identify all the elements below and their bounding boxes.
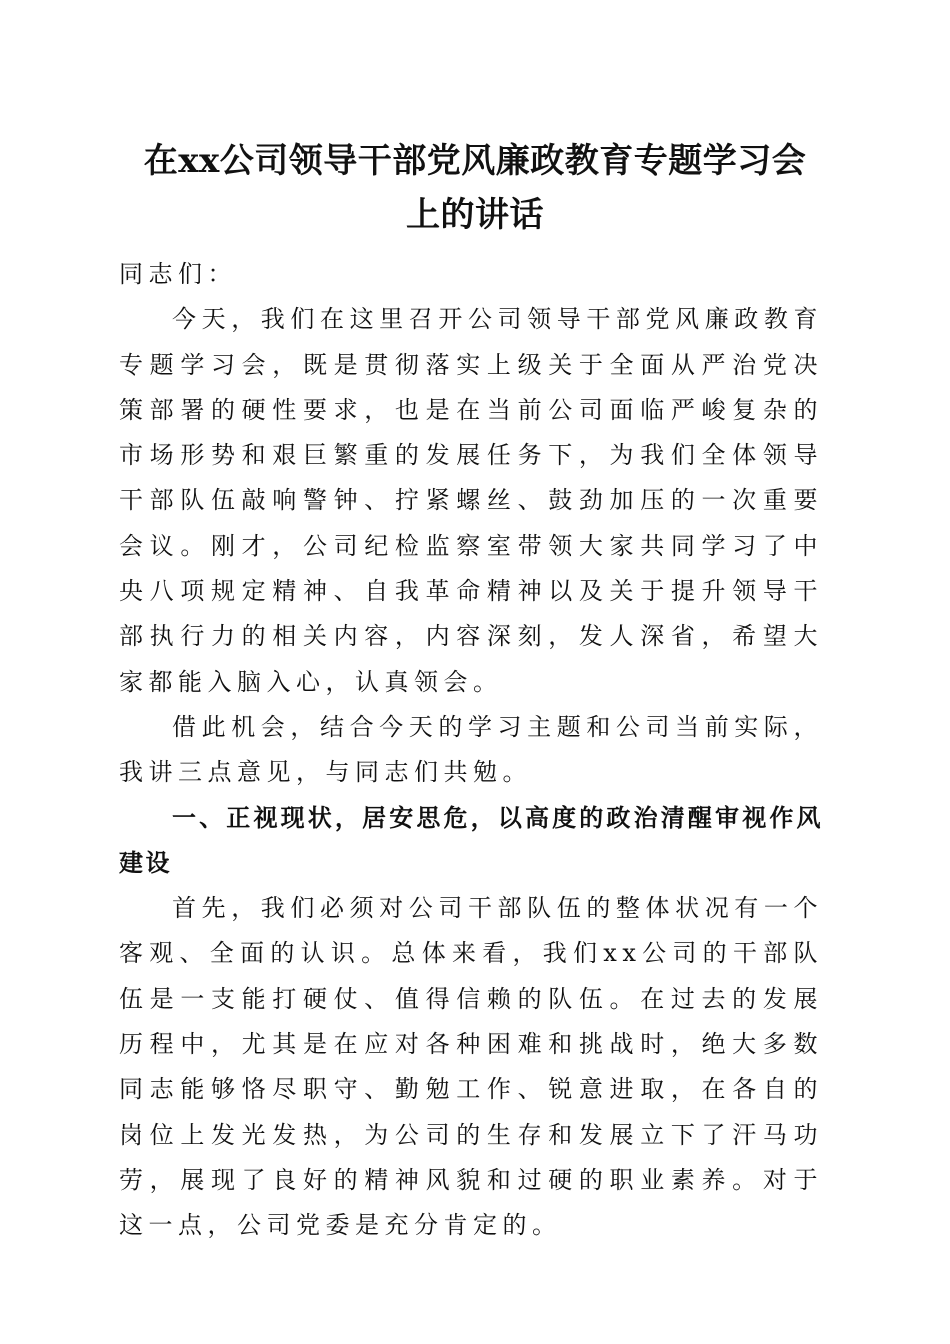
paragraph-intro-points: 借此机会，结合今天的学习主题和公司当前实际，我讲三点意见，与同志们共勉。 xyxy=(119,712,823,787)
title-line-1: 在xx公司领导干部党风廉政教育专题学习会 xyxy=(143,141,807,181)
paragraph-opening: 今天，我们在这里召开公司领导干部党风廉政教育专题学习会，既是贯彻落实上级关于全面从严治党决策部署的硬性要求，也是在当前公司面临严峻复杂的市场形势和艰巨繁重的发展任务下，为我们全体领导干部队伍敲响警钟、拧紧螺丝、鼓劲加压的一次重要会议。刚才，公司纪检监察室带领大家共同学习了中央八项规定精神、自我革命精神以及关于提升领导干部执行力的相关内容，内容深刻，发人深省，希望大家都能入脑入心，认真领会。 xyxy=(119,305,823,696)
document-body xyxy=(119,252,823,1249)
title-line-2: 上的讲话 xyxy=(406,195,544,235)
salutation: 同志们： xyxy=(119,260,237,288)
document-title xyxy=(100,134,850,242)
section-1-heading: 一、正视现状，居安思危，以高度的政治清醒审视作风建设 xyxy=(119,803,823,877)
section-1-paragraph: 首先，我们必须对公司干部队伍的整体状况有一个客观、全面的认识。总体来看，我们xx公司的干部队伍是一支能打硬仗、值得信赖的队伍。在过去的发展历程中，尤其是在应对各种困难和挑战时，绝大多数同志能够恪尽职守、勤勉工作、锐意进取，在各自的岗位上发光发热，为公司的生存和发展立下了汗马功劳，展现了良好的精神风貌和过硬的职业素养。对于这一点，公司党委是充分肯定的。 xyxy=(119,894,823,1240)
